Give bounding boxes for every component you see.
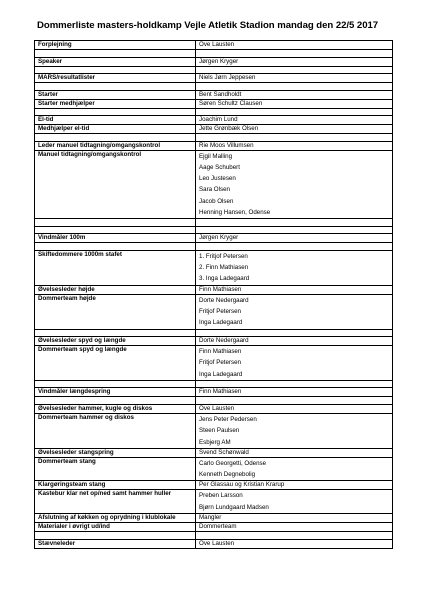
- empty-cell: [35, 329, 196, 337]
- assigned-people-cell: [196, 74, 393, 83]
- person-name: Fritjof Petersen: [199, 307, 241, 315]
- person-name: Søren Schultz Clausen: [199, 99, 263, 107]
- assigned-people-cell: [196, 285, 393, 294]
- person-name: Ove Lausten: [199, 41, 235, 48]
- person-name: 3. Inga Ladegaard: [199, 275, 250, 283]
- assigned-people-cell: [196, 294, 393, 329]
- spacer-row: [35, 329, 393, 337]
- spacer-row: [35, 134, 393, 142]
- table-row: [35, 57, 393, 66]
- empty-cell: [196, 380, 393, 388]
- person-name: Svend Schønwald: [199, 448, 249, 456]
- assigned-people-cell: [196, 481, 393, 490]
- assigned-people-cell: [196, 457, 393, 481]
- person-name: Kenneth Degnebolig: [199, 471, 256, 479]
- person-name: Inga Ladegaard: [199, 370, 243, 378]
- empty-cell: [35, 219, 196, 227]
- role-cell: Kastebur klar net op/ned samt hammer huller: [35, 490, 196, 514]
- table-row: [35, 388, 393, 397]
- table-row: [35, 514, 393, 523]
- table-row: [35, 346, 393, 381]
- person-name: Leo Justesen: [199, 175, 236, 183]
- person-name: Finn Mathiasen: [199, 285, 242, 293]
- role-cell: Skiftedommere 1000m stafet: [35, 250, 196, 285]
- person-name: Mangler: [199, 514, 222, 522]
- role-cell: El-tid: [35, 116, 196, 125]
- table-row: [35, 141, 393, 150]
- empty-cell: [196, 329, 393, 337]
- role-cell: Materialer i øvrigt ud/ind: [35, 523, 196, 532]
- table-row: [35, 539, 393, 548]
- spacer-row: [35, 219, 393, 227]
- assigned-people-cell: [196, 514, 393, 523]
- empty-cell: [196, 219, 393, 227]
- person-name: Niels Jørn Jeppesen: [199, 74, 256, 81]
- table-row: [35, 448, 393, 457]
- assigned-people-cell: [196, 90, 393, 99]
- person-name: Jørgen Kryger: [199, 234, 239, 242]
- assigned-people-cell: [196, 41, 393, 50]
- table-row: [35, 337, 393, 346]
- role-cell: Øvelsesleder stangspring: [35, 448, 196, 457]
- empty-cell: [35, 397, 196, 405]
- document-title: Dommerliste masters-holdkamp Vejle Atletik Stadion mandag den 22/5 2017: [37, 20, 379, 31]
- empty-cell: [35, 226, 196, 234]
- person-name: Ove Lausten: [199, 404, 235, 412]
- empty-cell: [35, 83, 196, 91]
- role-cell: Speaker: [35, 57, 196, 66]
- person-name: Steen Paulsen: [199, 427, 240, 435]
- spacer-row: [35, 226, 393, 234]
- table-row: [35, 41, 393, 50]
- person-name: Finn Mathiasen: [199, 388, 242, 396]
- empty-cell: [196, 532, 393, 540]
- person-name: Preben Larsson: [199, 492, 243, 500]
- assigned-people-cell: [196, 448, 393, 457]
- table-row: [35, 90, 393, 99]
- empty-cell: [196, 108, 393, 116]
- empty-cell: [35, 108, 196, 116]
- table-row: [35, 250, 393, 285]
- assigned-people-cell: [196, 141, 393, 150]
- assigned-people-cell: [196, 234, 393, 243]
- person-name: Aage Schubert: [199, 163, 240, 171]
- person-name: Inga Ladegaard: [199, 319, 243, 327]
- role-cell: Dommerteam højde: [35, 294, 196, 329]
- role-cell: Dommerteam stang: [35, 457, 196, 481]
- spacer-row: [35, 380, 393, 388]
- person-name: Rie Moos Villumsen: [199, 141, 254, 149]
- role-cell: Dommerteam hammer og diskos: [35, 413, 196, 448]
- role-cell: Vindmåler længdespring: [35, 388, 196, 397]
- table-row: [35, 404, 393, 413]
- role-cell: Medhjælper el-tid: [35, 125, 196, 134]
- person-name: Per Glassau og Kristian Krarup: [199, 481, 285, 489]
- role-cell: Afslutning af køkken og oprydning i klublokale: [35, 514, 196, 523]
- spacer-row: [35, 243, 393, 251]
- empty-cell: [196, 50, 393, 58]
- assigned-people-cell: [196, 150, 393, 219]
- role-cell: Klargøringsteam stang: [35, 481, 196, 490]
- table-row: [35, 490, 393, 514]
- table-row: [35, 457, 393, 481]
- person-name: 2. Finn Mathiasen: [199, 264, 249, 272]
- table-row: [35, 294, 393, 329]
- person-name: Jacob Olsen: [199, 197, 234, 205]
- assigned-people-cell: [196, 116, 393, 125]
- person-name: Jørgen Kryger: [199, 57, 239, 65]
- person-name: Finn Mathiasen: [199, 348, 242, 356]
- spacer-row: [35, 50, 393, 58]
- assigned-people-cell: [196, 413, 393, 448]
- empty-cell: [196, 226, 393, 234]
- judges-table-body: [35, 41, 393, 549]
- spacer-row: [35, 66, 393, 74]
- person-name: Jette Grønbæk Olsen: [199, 125, 259, 132]
- table-row: [35, 481, 393, 490]
- person-name: 1. Fritjof Petersen: [199, 252, 248, 260]
- table-row: [35, 234, 393, 243]
- table-row: [35, 74, 393, 83]
- role-cell: MARS/resultatlister: [35, 74, 196, 83]
- empty-cell: [196, 83, 393, 91]
- spacer-row: [35, 83, 393, 91]
- role-cell: Dommerteam spyd og længde: [35, 346, 196, 381]
- assigned-people-cell: [196, 346, 393, 381]
- empty-cell: [35, 243, 196, 251]
- person-name: Fritjof Petersen: [199, 359, 241, 367]
- empty-cell: [35, 66, 196, 74]
- empty-cell: [196, 66, 393, 74]
- person-name: Dorte Nedergaard: [199, 296, 249, 304]
- empty-cell: [196, 134, 393, 142]
- table-row: [35, 99, 393, 108]
- empty-cell: [35, 532, 196, 540]
- person-name: Ejgil Malling: [199, 152, 233, 160]
- role-cell: Forplejning: [35, 41, 196, 50]
- person-name: Ove Lausten: [199, 539, 235, 547]
- person-name: Jens Peter Pedersen: [199, 415, 257, 423]
- person-name: Bjørn Lundgaard Madsen: [199, 503, 269, 511]
- role-cell: Stævneleder: [35, 539, 196, 548]
- role-cell: Starter: [35, 90, 196, 99]
- empty-cell: [196, 397, 393, 405]
- table-row: [35, 116, 393, 125]
- person-name: Sara Olsen: [199, 186, 230, 194]
- assigned-people-cell: [196, 57, 393, 66]
- role-cell: Øvelsesleder hammer, kugle og diskos: [35, 404, 196, 413]
- table-row: [35, 523, 393, 532]
- person-name: Carlo Georgetti, Odense: [199, 459, 267, 467]
- empty-cell: [196, 243, 393, 251]
- empty-cell: [35, 134, 196, 142]
- role-cell: Øvelsesleder spyd og længde: [35, 337, 196, 346]
- table-row: [35, 125, 393, 134]
- role-cell: Vindmåler 100m: [35, 234, 196, 243]
- spacer-row: [35, 532, 393, 540]
- person-name: Bent Sandholdt: [199, 90, 242, 98]
- role-cell: Leder manuel tidtagning/omgangskontrol: [35, 141, 196, 150]
- empty-cell: [35, 380, 196, 388]
- assigned-people-cell: [196, 404, 393, 413]
- person-name: Esbjerg AM: [199, 438, 231, 446]
- spacer-row: [35, 397, 393, 405]
- person-name: Dorte Nedergaard: [199, 337, 249, 345]
- assigned-people-cell: [196, 99, 393, 108]
- assigned-people-cell: [196, 490, 393, 514]
- role-cell: Starter medhjælper: [35, 99, 196, 108]
- role-cell: Manuel tidtagning/omgangskontrol: [35, 150, 196, 219]
- spacer-row: [35, 108, 393, 116]
- person-name: Henning Hansen, Odense: [199, 208, 271, 216]
- table-row: [35, 413, 393, 448]
- assigned-people-cell: [196, 388, 393, 397]
- role-cell: Øvelsesleder højde: [35, 285, 196, 294]
- assigned-people-cell: [196, 523, 393, 532]
- assigned-people-cell: [196, 125, 393, 134]
- table-row: [35, 150, 393, 219]
- person-name: Joachim Lund: [199, 116, 238, 123]
- assigned-people-cell: [196, 337, 393, 346]
- table-row: [35, 285, 393, 294]
- empty-cell: [35, 50, 196, 58]
- judges-table: [34, 40, 393, 549]
- assigned-people-cell: [196, 250, 393, 285]
- assigned-people-cell: [196, 539, 393, 548]
- person-name: Dommerteam: [199, 523, 237, 531]
